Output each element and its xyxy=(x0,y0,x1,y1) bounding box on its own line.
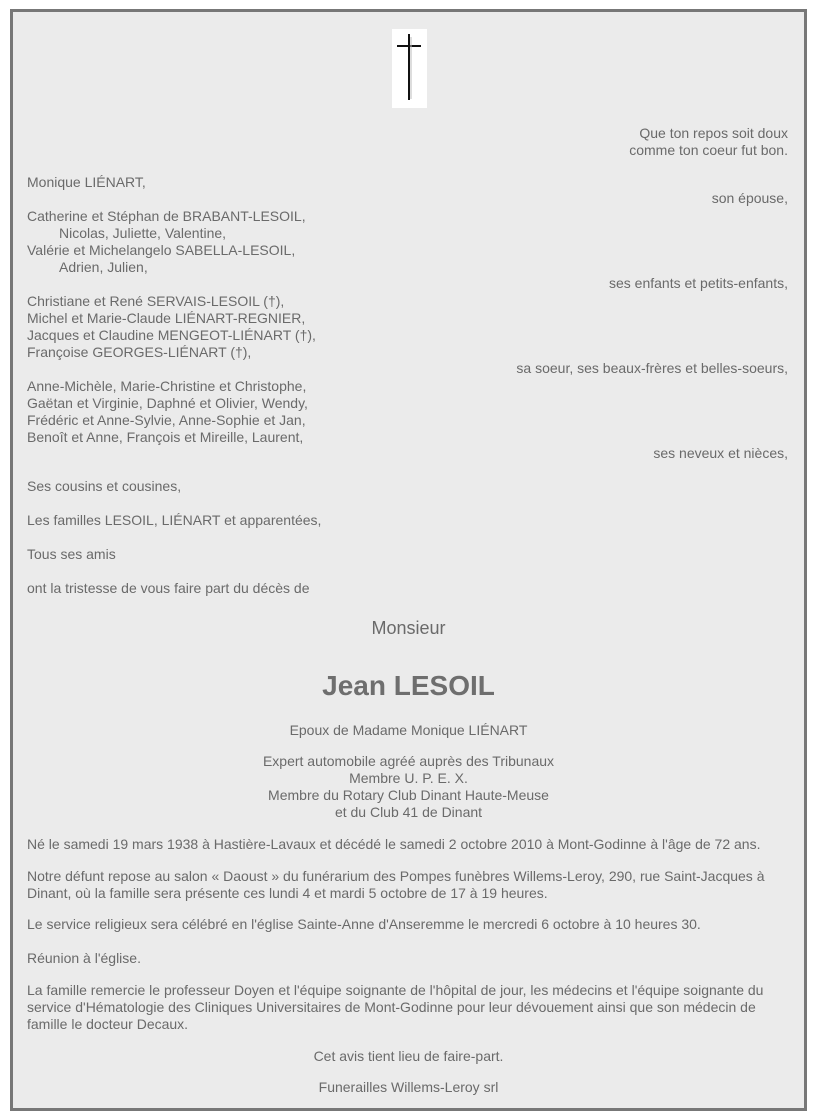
nephews-role: ses neveux et nièces, xyxy=(653,445,788,461)
funeral-company: Funerailles Willems-Leroy srl xyxy=(318,1079,499,1095)
function-line: Membre U. P. E. X. xyxy=(349,770,468,786)
nephew-line: Benoît et Anne, François et Mireille, Laurent, xyxy=(27,429,304,445)
deceased-spouse-line: Epoux de Madame Monique LIÉNART xyxy=(289,722,528,738)
function-line: Expert automobile agréé auprès des Tribunaux xyxy=(262,753,555,769)
announcement-line: ont la tristesse de vous faire part du décès de xyxy=(27,580,310,596)
quote-line-1: Que ton repos soit doux xyxy=(639,125,788,141)
grandchildren-line: Nicolas, Juliette, Valentine, xyxy=(59,225,227,241)
sibling-line: Christiane et René SERVAIS-LESOIL (†), xyxy=(27,293,285,309)
sibling-line: Jacques et Claudine MENGEOT-LIÉNART (†), xyxy=(27,327,316,343)
function-line: et du Club 41 de Dinant xyxy=(334,804,483,820)
nephew-line: Anne-Michèle, Marie-Christine et Christophe, xyxy=(27,378,307,394)
cross-graphic xyxy=(392,29,427,108)
spouse-name: Monique LIÉNART, xyxy=(27,174,146,190)
notice-line: Cet avis tient lieu de faire-part. xyxy=(313,1048,504,1064)
reunion-paragraph: Réunion à l'église. xyxy=(27,950,141,966)
cousins-line: Ses cousins et cousines, xyxy=(27,478,182,494)
obituary-card xyxy=(10,9,807,1111)
sibling-line: Michel et Marie-Claude LIÉNART-REGNIER, xyxy=(27,310,306,326)
sibling-line: Françoise GEORGES-LIÉNART (†), xyxy=(27,344,252,360)
child-line: Valérie et Michelangelo SABELLA-LESOIL, xyxy=(27,242,296,258)
deceased-title: Monsieur xyxy=(371,618,446,638)
cross-icon xyxy=(392,29,427,108)
function-line: Membre du Rotary Club Dinant Haute-Meuse xyxy=(268,787,549,803)
repose-paragraph: Notre défunt repose au salon « Daoust » du funérarium des Pompes funèbres Willems-Leroy, 290, rue Saint-Jacques à Dinant, où la famille sera présente ces lundi 4 et mardi 5 octobre de 17 à 19 heures. xyxy=(27,868,765,901)
grandchildren-line: Adrien, Julien, xyxy=(59,259,148,275)
nephew-line: Frédéric et Anne-Sylvie, Anne-Sophie et Jan, xyxy=(27,412,306,428)
quote-line-2: comme ton coeur fut bon. xyxy=(629,142,788,158)
nephew-line: Gaëtan et Virginie, Daphné et Olivier, Wendy, xyxy=(27,395,308,411)
friends-line: Tous ses amis xyxy=(27,546,116,562)
families-line: Les familles LESOIL, LIÉNART et apparentées, xyxy=(27,512,322,528)
thanks-paragraph: La famille remercie le professeur Doyen et l'équipe soignante de l'hôpital de jour, les médecins et l'équipe soignante du service d'Hématologie des Cliniques Universitaires de Mont-Godinne pour leur dévouement ainsi que son médecin de famille le docteur Decaux. xyxy=(27,982,764,1032)
service-paragraph: Le service religieux sera célébré en l'église Sainte-Anne d'Anseremme le mercredi 6 octobre à 10 heures 30. xyxy=(27,916,701,932)
obituary-content xyxy=(13,12,804,1108)
child-line: Catherine et Stéphan de BRABANT-LESOIL, xyxy=(27,208,306,224)
siblings-role: sa soeur, ses beaux-frères et belles-soeurs, xyxy=(516,360,788,376)
deceased-name: Jean LESOIL xyxy=(322,670,495,701)
children-role: ses enfants et petits-enfants, xyxy=(609,275,788,291)
birth-death-paragraph: Né le samedi 19 mars 1938 à Hastière-Lavaux et décédé le samedi 2 octobre 2010 à Mont-Godinne à l'âge de 72 ans. xyxy=(27,836,761,852)
spouse-role: son épouse, xyxy=(711,190,788,206)
